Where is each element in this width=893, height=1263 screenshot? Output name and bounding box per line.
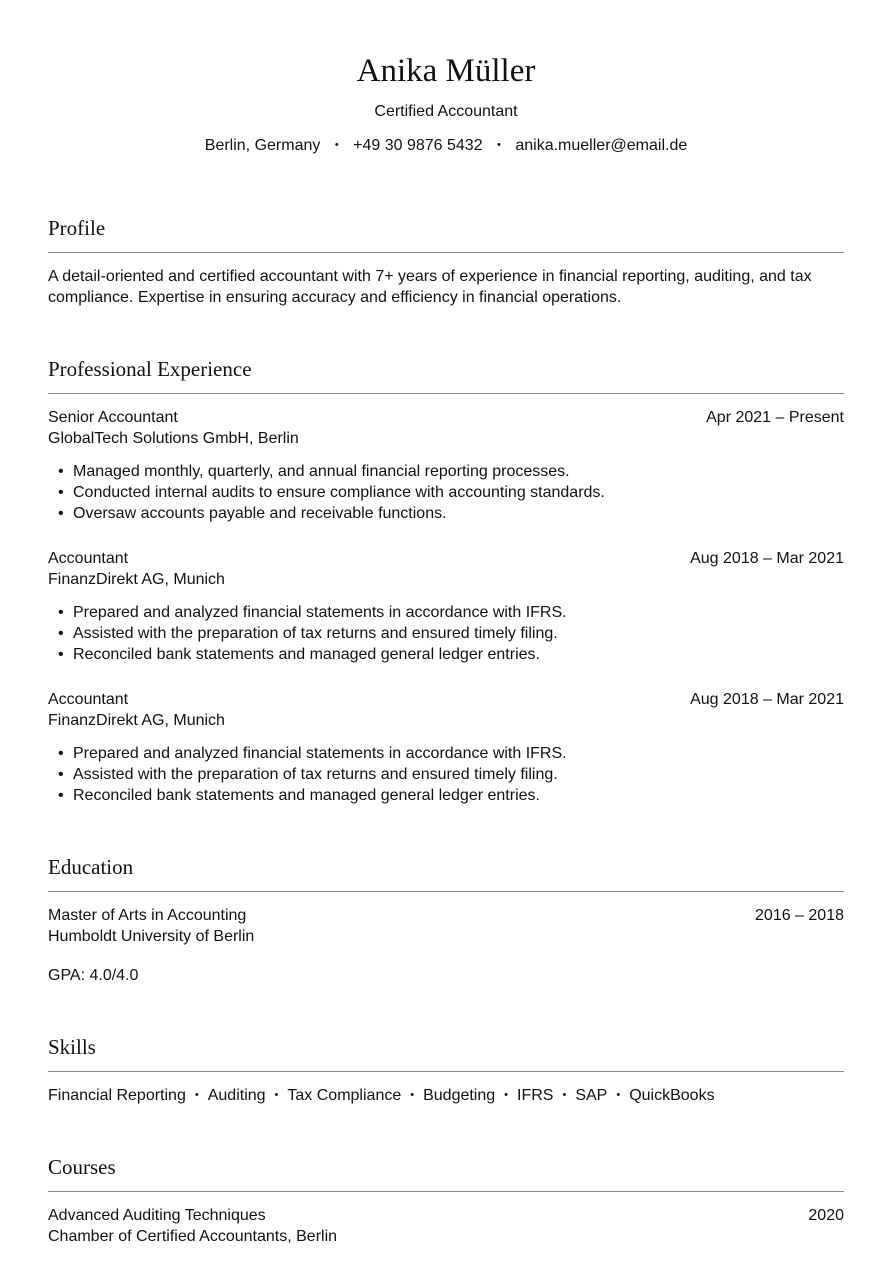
job-bullet: • Prepared and analyzed financial statements in accordance with IFRS. [58, 745, 567, 762]
section-divider [48, 891, 844, 892]
job-bullet-list [48, 461, 844, 524]
skill-item: Auditing [207, 1087, 266, 1104]
education-degree: Master of Arts in Accounting [48, 907, 247, 924]
job-bullet: • Assisted with the preparation of tax returns and ensured timely filing. [58, 625, 558, 642]
candidate-name: Anika Müller [356, 53, 536, 89]
job-bullet: • Reconciled bank statements and managed general ledger entries. [58, 787, 540, 804]
job-bullet: • Managed monthly, quarterly, and annual financial reporting processes. [58, 463, 570, 480]
bullet-icon: • [58, 766, 64, 783]
skill-separator: • [410, 1089, 415, 1101]
job-bullet: • Oversaw accounts payable and receivable functions. [58, 505, 447, 522]
section-title-experience: Professional Experience [48, 357, 252, 381]
skill-separator: • [194, 1089, 199, 1101]
course-name: Advanced Auditing Techniques [48, 1207, 266, 1224]
skill-item: IFRS [517, 1087, 554, 1104]
job-dates: Aug 2018 – Mar 2021 [690, 691, 844, 708]
contact-line [48, 134, 844, 157]
section-divider [48, 252, 844, 253]
job-position: Accountant [48, 691, 129, 708]
bullet-icon: • [58, 484, 64, 501]
skills-list [48, 1085, 715, 1106]
job-bullet: • Prepared and analyzed financial statements in accordance with IFRS. [58, 604, 567, 621]
candidate-role: Certified Accountant [374, 103, 518, 120]
bullet-icon: • [58, 625, 64, 642]
job-bullet: • Assisted with the preparation of tax returns and ensured timely filing. [58, 766, 558, 783]
job-company: GlobalTech Solutions GmbH, Berlin [48, 430, 299, 447]
job-company: FinanzDirekt AG, Munich [48, 712, 225, 729]
bullet-icon: • [58, 787, 64, 804]
contact-email: anika.mueller@email.de [515, 137, 688, 154]
course-institution: Chamber of Certified Accountants, Berlin [48, 1228, 338, 1245]
section-divider [48, 393, 844, 394]
education-gpa: GPA: 4.0/4.0 [48, 967, 139, 984]
contact-phone: +49 30 9876 5432 [353, 137, 483, 154]
bullet-icon: • [58, 646, 64, 663]
job-position: Senior Accountant [48, 409, 178, 426]
section-divider [48, 1191, 844, 1192]
bullet-icon: • [58, 604, 64, 621]
bullet-icon: • [58, 463, 64, 480]
education-dates: 2016 – 2018 [755, 907, 844, 924]
section-title-skills: Skills [48, 1035, 96, 1059]
skill-separator: • [562, 1089, 567, 1101]
education-school: Humboldt University of Berlin [48, 928, 255, 945]
skill-item: Budgeting [423, 1087, 496, 1104]
skill-separator: • [504, 1089, 509, 1101]
job-dates: Apr 2021 – Present [706, 409, 844, 426]
section-divider [48, 1071, 844, 1072]
contact-separator: • [497, 139, 501, 151]
section-title-courses: Courses [48, 1155, 116, 1179]
job-dates: Aug 2018 – Mar 2021 [690, 550, 844, 567]
course-year: 2020 [808, 1207, 844, 1224]
contact-location: Berlin, Germany [204, 137, 321, 154]
bullet-icon: • [58, 505, 64, 522]
job-bullet-list [48, 743, 844, 806]
skill-item: Financial Reporting [48, 1087, 186, 1104]
skill-item: Tax Compliance [287, 1087, 402, 1104]
skill-item: QuickBooks [629, 1087, 715, 1104]
skill-separator: • [274, 1089, 279, 1101]
bullet-icon: • [58, 745, 64, 762]
job-bullet: • Reconciled bank statements and managed general ledger entries. [58, 646, 540, 663]
job-company: FinanzDirekt AG, Munich [48, 571, 225, 588]
job-bullet-list [48, 602, 844, 665]
section-title-profile: Profile [48, 216, 106, 240]
job-position: Accountant [48, 550, 129, 567]
skill-separator: • [616, 1089, 621, 1101]
profile-summary: A detail-oriented and certified accountant with 7+ years of experience in financial reporting, auditing, and tax compliance. Expertise in ensuring accuracy and efficiency in financial operations. [48, 268, 812, 306]
section-title-education: Education [48, 855, 134, 879]
skill-item: SAP [575, 1087, 608, 1104]
job-bullet: • Conducted internal audits to ensure compliance with accounting standards. [58, 484, 605, 501]
contact-separator: • [334, 139, 339, 151]
